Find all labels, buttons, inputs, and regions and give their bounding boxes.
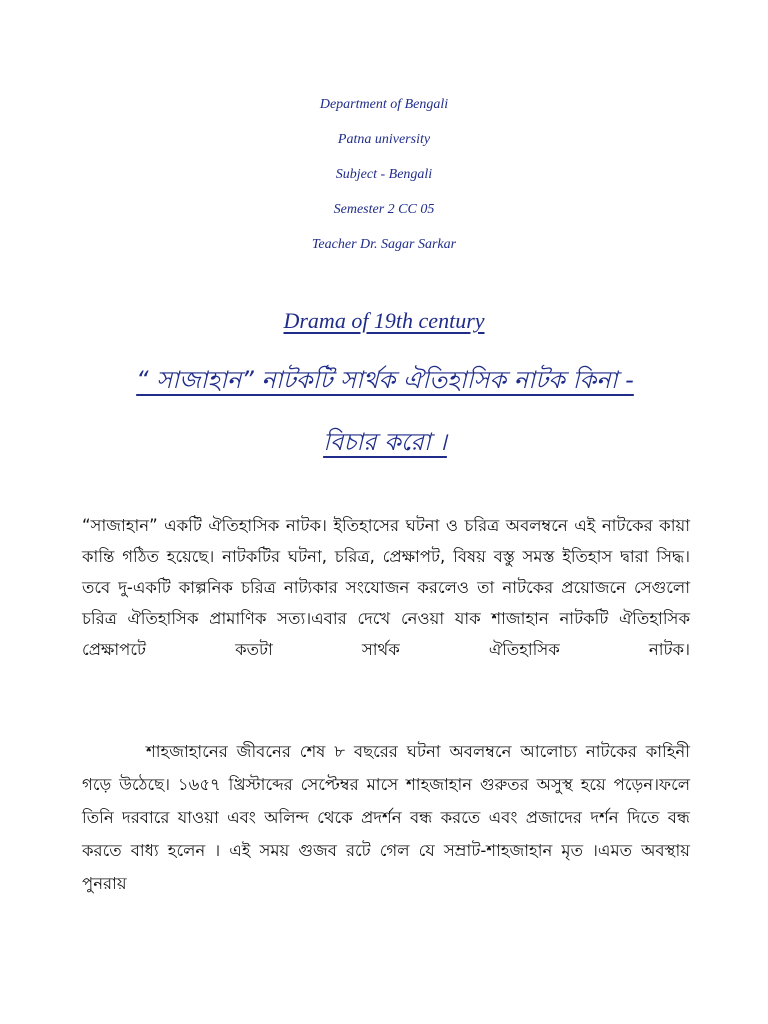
bengali-title-line-2-text: বিচার করো । [323, 428, 447, 456]
bengali-title-line-2 [80, 424, 690, 464]
subject-label: Subject - Bengali [335, 167, 433, 182]
bengali-title-line-1 [80, 362, 690, 402]
body-paragraph-1: “সাজাহান” একটি ঐতিহাসিক নাটক। ইতিহাসের ঘটনা ও চরিত্র অবলম্বনে এই নাটকের কায়া কান্তি গঠিত হয়েছে। নাটকটির ঘটনা, চরিত্র, প্রেক্ষাপট, বিষয় বস্তু সমস্ত ইতিহাস দ্বারা সিদ্ধ। তবে দু-একটি কাল্পনিক চরিত্র নাট্যকার সংযোজন করলেও তা নাটকের প্রয়োজনে সেগুলো চরিত্র ঐতিহাসিক প্রামাণিক সত্য।এবার দেখে নেওয়া যাক শাজাহান নাটকটি ঐতিহাসিক প্রেক্ষাপটে কতটা সার্থক ঐতিহাসিক নাটক। [82, 516, 690, 659]
teacher-label: Teacher Dr. Sagar Sarkar [311, 237, 457, 252]
department-label: Department of Bengali [319, 97, 449, 112]
course-header [0, 92, 768, 267]
body-paragraph-2: শাহজাহানের জীবনের শেষ ৮ বছরের ঘটনা অবলম্বনে আলোচ্য নাটকের কাহিনী গড়ে উঠেছে। ১৬৫৭ খ্রিস্টাব্দের সেপ্টেম্বর মাসে শাহজাহান গুরুতর অসুস্থ হয়ে পড়েন।ফলে তিনি দরবারে যাওয়া এবং অলিন্দ থেকে প্রদর্শন বন্ধ করতে এবং প্রজাদের দর্শন দিতে বন্ধ করতে বাধ্য হলেন । এই সময় গুজব রটে গেল যে সম্রাট-শাহজাহান মৃত ।এমত অবস্থায় পুনরায় [82, 742, 690, 893]
university-label: Patna university [337, 132, 431, 147]
english-title-text: Drama of 19th century [283, 308, 485, 333]
english-title [0, 308, 768, 334]
semester-label: Semester 2 CC 05 [333, 202, 435, 217]
bengali-title-line-1-text: “ সাজাহান” নাটকটি সার্থক ঐতিহাসিক নাটক কিনা - [136, 366, 634, 394]
